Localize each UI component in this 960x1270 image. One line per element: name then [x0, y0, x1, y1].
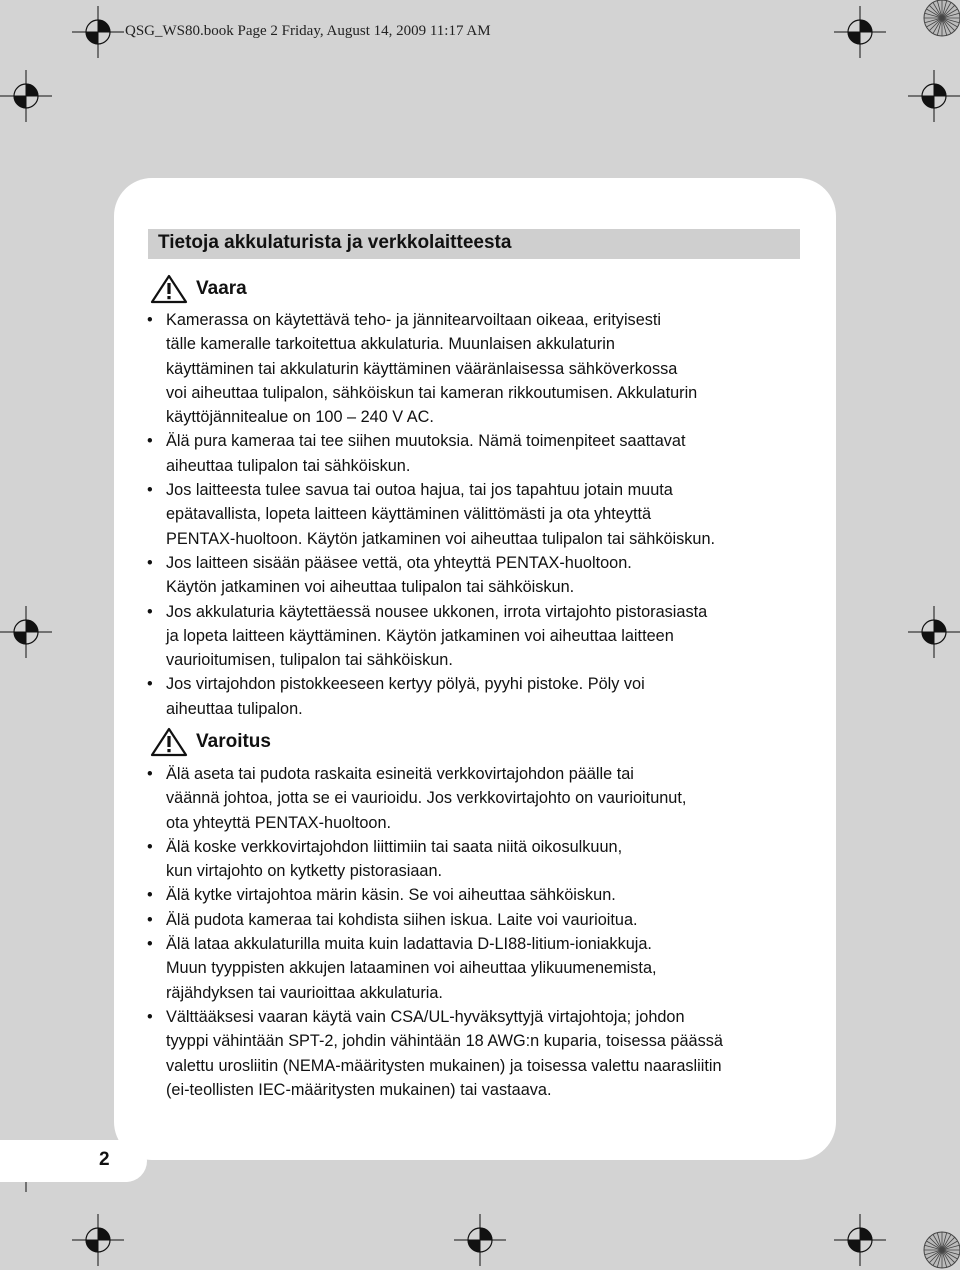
caution-list-item	[142, 883, 802, 907]
caution-item-line: (ei-teollisten IEC-määritysten mukainen) tai vastaava.	[166, 1080, 552, 1099]
danger-item-line: • Älä pura kameraa tai tee siihen muutoksia. Nämä toimenpiteet saattavat	[166, 432, 686, 451]
caution-item-line: ota yhteyttä PENTAX-huoltoon.	[166, 813, 392, 832]
danger-item-line: voi aiheuttaa tulipalon, sähköiskun tai kameran rikkoutumisen. Akkulaturin	[166, 383, 698, 402]
danger-list-item	[142, 308, 802, 429]
caution-list-item	[142, 835, 802, 884]
warning-triangle-icon	[150, 727, 188, 757]
content-card	[114, 178, 836, 1160]
registration-mark-icon	[908, 70, 960, 122]
caution-item-line: • Älä lataa akkulaturilla muita kuin ladattavia D-LI88-litium-ioniakkuja.	[166, 935, 652, 954]
page-number: 2	[99, 1149, 110, 1170]
caution-heading-label: Varoitus	[196, 731, 271, 752]
caution-item-line: • Älä aseta tai pudota raskaita esineitä verkkovirtajohdon päälle tai	[166, 765, 634, 783]
danger-item-line: PENTAX-huoltoon. Käytön jatkaminen voi aiheuttaa tulipalon tai sähköiskun.	[166, 529, 716, 548]
registration-mark-icon	[454, 1214, 506, 1266]
caution-item-line: • Älä koske verkkovirtajohdon liittimiin tai saata niitä oikosulkuun,	[166, 837, 623, 856]
danger-item-line: Käytön jatkaminen voi aiheuttaa tulipalon tai sähköiskun.	[166, 578, 575, 597]
danger-item-line: • Jos akkulaturia käytettäessä nousee ukkonen, irrota virtajohto pistorasiasta	[166, 602, 708, 621]
caution-heading	[150, 727, 271, 757]
caution-list-item	[142, 932, 802, 1005]
registration-mark-icon	[72, 1214, 124, 1266]
caution-list-item	[142, 1005, 802, 1102]
danger-list	[142, 308, 802, 721]
star-target-icon	[922, 0, 960, 38]
registration-mark-icon	[0, 606, 52, 658]
danger-item-line: • Kamerassa on käytettävä teho- ja jännitearvoiltaan oikeaa, erityisesti	[166, 311, 662, 329]
danger-heading	[150, 274, 247, 304]
danger-item-line: • Jos virtajohdon pistokkeeseen kertyy pölyä, pyyhi pistoke. Pöly voi	[166, 675, 645, 694]
danger-item-line: • Jos laitteesta tulee savua tai outoa hajua, tai jos tapahtuu jotain muuta	[166, 481, 673, 500]
danger-item-line: aiheuttaa tulipalon.	[166, 699, 303, 718]
registration-mark-icon	[0, 70, 52, 122]
danger-list-item	[142, 551, 802, 600]
caution-list-item	[142, 908, 802, 932]
danger-item-line: käyttöjännitealue on 100 – 240 V AC.	[166, 408, 434, 427]
registration-mark-icon	[72, 6, 124, 58]
danger-item-line: ja lopeta laitteen käyttäminen. Käytön jatkaminen voi aiheuttaa laitteen	[166, 626, 674, 645]
danger-item-line: vaurioitumisen, tulipalon tai sähköiskun.	[166, 651, 453, 670]
section-title-bar	[148, 229, 800, 259]
danger-heading-label: Vaara	[196, 278, 247, 299]
print-header: QSG_WS80.book Page 2 Friday, August 14, 2009 11:17 AM	[125, 23, 491, 39]
star-target-icon	[922, 1230, 960, 1270]
caution-list-item	[142, 762, 802, 835]
warning-triangle-icon	[150, 274, 188, 304]
danger-list-item	[142, 429, 802, 478]
caution-item-line: valettu urosliitin (NEMA-määritysten mukainen) ja toisessa valettu naarasliitin	[166, 1056, 722, 1075]
caution-item-line: tyyppi vähintään SPT-2, johdin vähintään 18 AWG:n kuparia, toisessa päässä	[166, 1032, 723, 1051]
caution-item-line: kun virtajohto on kytketty pistorasiaan.	[166, 862, 443, 881]
registration-mark-icon	[834, 6, 886, 58]
caution-list	[142, 762, 802, 1102]
caution-item-line: • Älä kytke virtajohtoa märin käsin. Se voi aiheuttaa sähköiskun.	[166, 886, 616, 905]
danger-list-item	[142, 478, 802, 551]
caution-item-line: räjähdyksen tai vaurioittaa akkulaturia.	[166, 983, 443, 1002]
danger-item-line: tälle kameralle tarkoitettua akkulaturia. Muunlaisen akkulaturin	[166, 335, 615, 354]
danger-item-line: epätavallista, lopeta laitteen käyttäminen välittömästi ja ota yhteyttä	[166, 505, 652, 524]
danger-item-line: aiheuttaa tulipalon tai sähköiskun.	[166, 456, 411, 475]
caution-item-line: väännä johtoa, jotta se ei vaurioidu. Jos verkkovirtajohto on vaurioitunut,	[166, 789, 687, 808]
caution-item-line: • Välttääksesi vaaran käytä vain CSA/UL-hyväksyttyjä virtajohtoja; johdon	[166, 1007, 685, 1026]
danger-item-line: • Jos laitteen sisään pääsee vettä, ota yhteyttä PENTAX-huoltoon.	[166, 553, 632, 572]
caution-item-line: • Älä pudota kameraa tai kohdista siihen iskua. Laite voi vaurioitua.	[166, 910, 638, 929]
section-title: Tietoja akkulaturista ja verkkolaitteesta	[158, 232, 512, 253]
danger-list-item	[142, 600, 802, 673]
caution-item-line: Muun tyyppisten akkujen lataaminen voi aiheuttaa ylikuumenemista,	[166, 959, 657, 978]
page-number-tab	[0, 1140, 147, 1182]
registration-mark-icon	[834, 1214, 886, 1266]
registration-mark-icon	[908, 606, 960, 658]
danger-list-item	[142, 672, 802, 721]
danger-item-line: käyttäminen tai akkulaturin käyttäminen vääränlaisessa sähköverkossa	[166, 359, 678, 378]
